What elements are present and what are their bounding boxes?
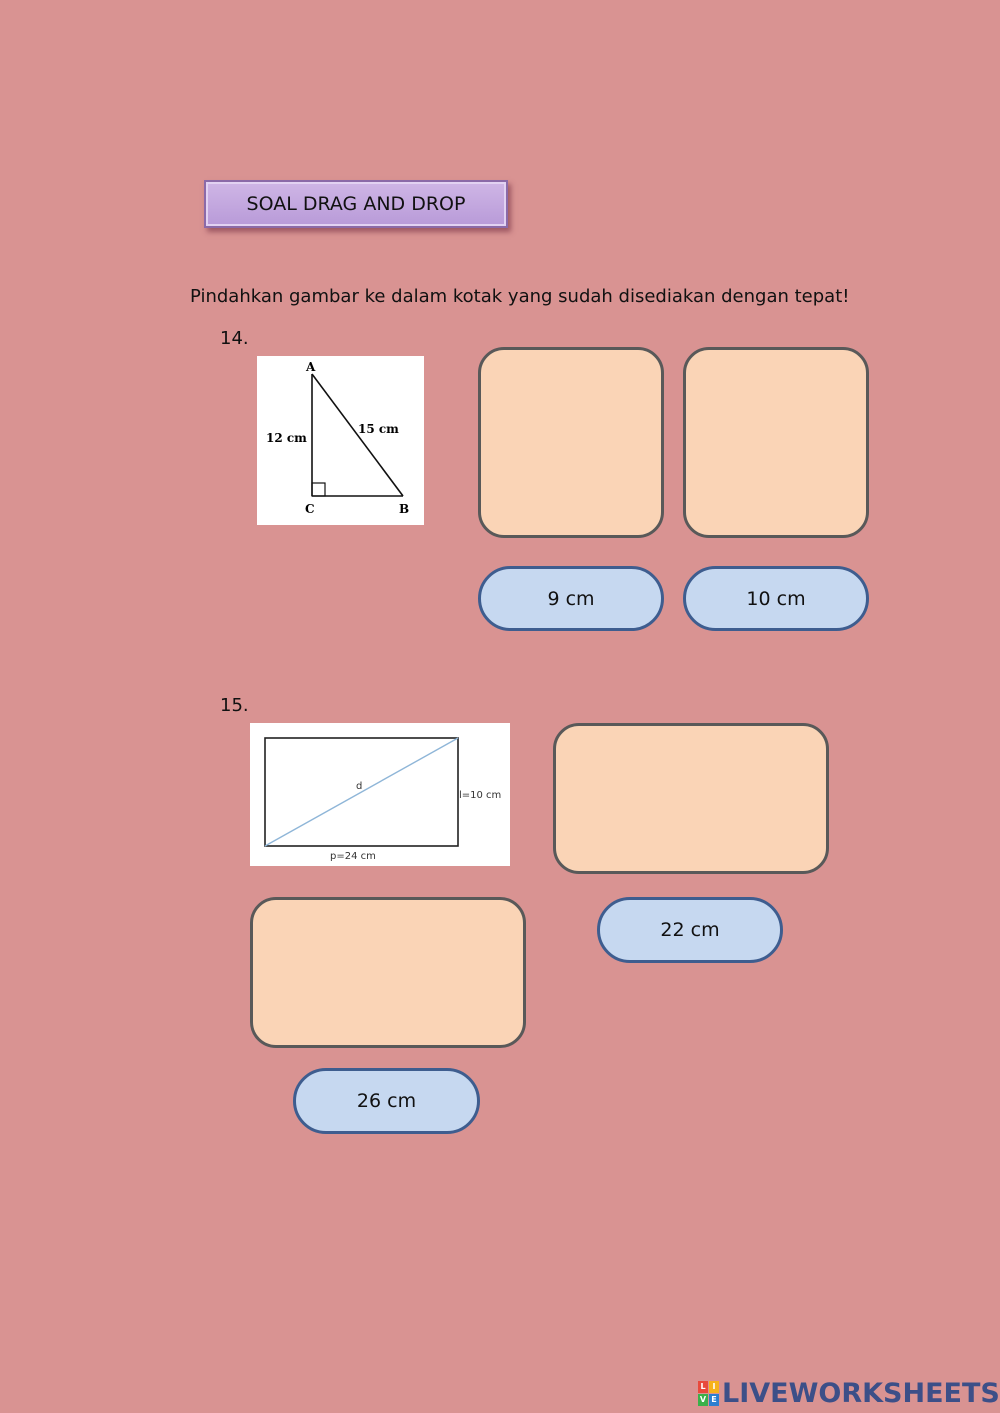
triangle-diagram [257,356,424,525]
vertex-b-label: B [399,502,410,516]
drop-zone-15a[interactable] [553,723,829,874]
side-ab-label: 15 cm [358,422,399,436]
drop-zone-14b[interactable] [683,347,869,538]
rectangle-diagram [250,723,510,866]
diagonal-label: d [356,781,363,792]
width-label: l=10 cm [459,790,502,801]
instruction-text: Pindahkan gambar ke dalam kotak yang sudah disediakan dengan tepat! [190,286,850,307]
answer-chip[interactable]: 10 cm [683,566,869,631]
logo-letter-l: L [698,1381,708,1393]
side-ac-label: 12 cm [266,431,307,445]
logo-letter-v: V [699,1395,707,1404]
rectangle-figure [250,723,510,866]
answer-chip[interactable]: 9 cm [478,566,664,631]
drop-zone-15b[interactable] [250,897,526,1048]
answer-chip[interactable]: 26 cm [293,1068,480,1134]
question-15-number: 15. [220,695,249,716]
logo-icon [698,1381,719,1406]
logo-letter-e: E [709,1394,719,1406]
vertex-c-label: C [305,502,315,516]
question-14-number: 14. [220,328,249,349]
drop-zone-14a[interactable] [478,347,664,538]
answer-chip[interactable]: 22 cm [597,897,783,963]
page-title: SOAL DRAG AND DROP [204,180,508,228]
triangle-figure [257,356,424,525]
liveworksheets-logo [698,1376,1000,1410]
logo-letter-i: I [709,1381,719,1393]
length-label: p=24 cm [330,851,376,862]
logo-text: LIVEWORKSHEETS [722,1377,1000,1409]
vertex-a-label: A [306,360,316,374]
